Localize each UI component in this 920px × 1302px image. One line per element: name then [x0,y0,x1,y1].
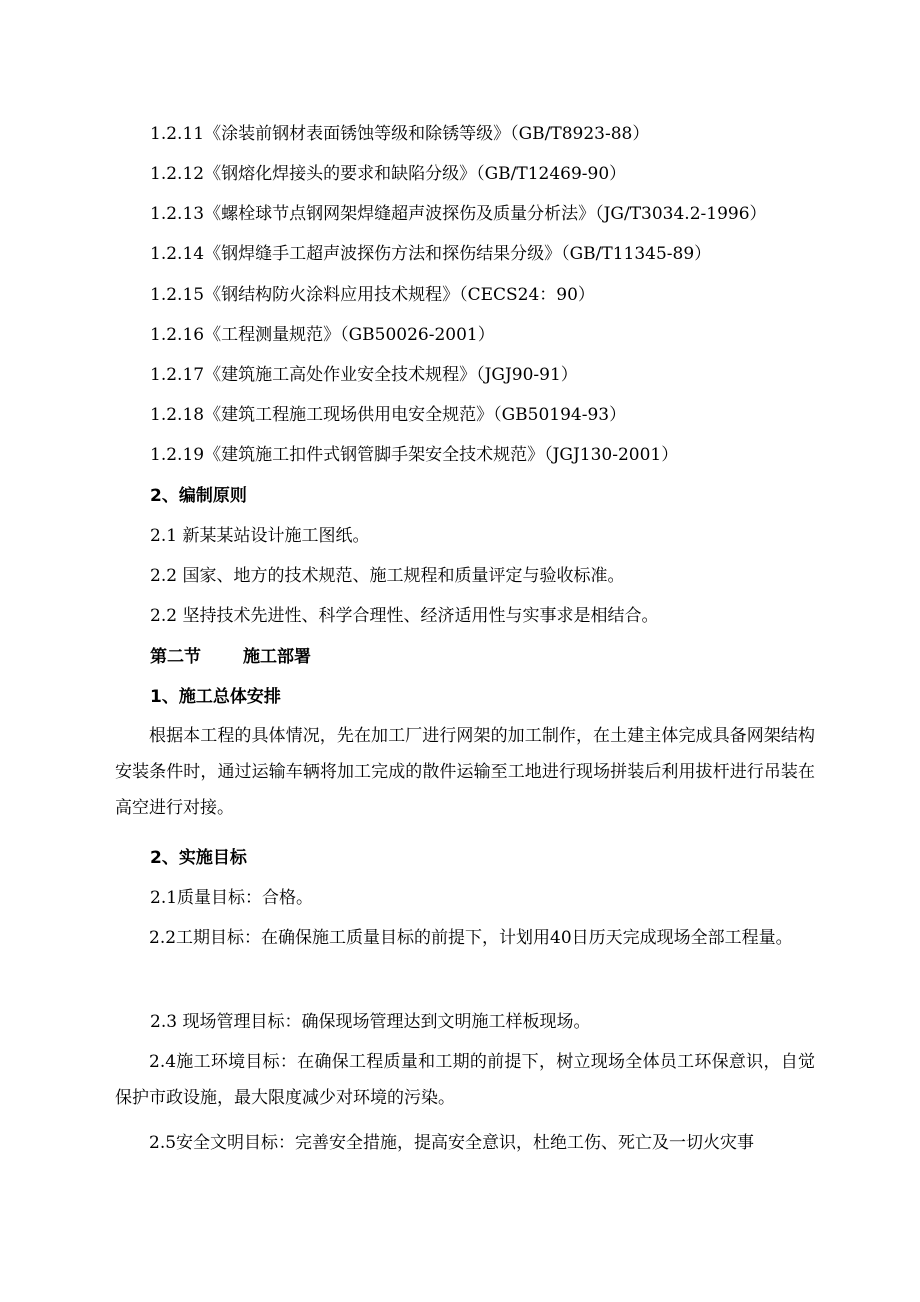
goal-item: 2.1质量目标：合格。 [150,888,314,908]
goal-item: 2.3 现场管理目标：确保现场管理达到文明施工样板现场。 [150,1012,591,1032]
section-heading [150,646,311,668]
goal-item: 2.2工期目标：在确保施工质量目标的前提下，计划用40日历天完成现场全部工程量。 [149,928,793,948]
standard-item: 1.2.13《螺栓球节点钢网架焊缝超声波探伤及质量分析法》（JG/T3034.2-1996） [150,204,767,224]
standard-item: 1.2.12《钢熔化焊接头的要求和缺陷分级》（GB/T12469-90） [150,164,627,184]
standard-item: 1.2.15《钢结构防火涂料应用技术规程》（CECS24：90） [150,285,595,305]
principle-item: 2.2 坚持技术先进性、科学合理性、经济适用性与实事求是相结合。 [150,606,659,626]
principle-item: 2.1 新某某站设计施工图纸。 [150,526,370,546]
standard-item: 1.2.14《钢焊缝手工超声波探伤方法和探伤结果分级》（GB/T11345-89） [150,244,712,264]
standard-item: 1.2.16《工程测量规范》（GB50026-2001） [150,325,495,345]
goal-item: 2.5安全文明目标：完善安全措施，提高安全意识，杜绝工伤、死亡及一切火灾事 [149,1133,755,1153]
principle-item: 2.2 国家、地方的技术规范、施工规程和质量评定与验收标准。 [150,566,625,586]
principles-heading: 2、编制原则 [150,486,247,506]
goal-paragraph [115,1125,815,1161]
standard-item: 1.2.18《建筑工程施工现场供用电安全规范》（GB50194-93） [150,405,627,425]
overall-text: 根据本工程的具体情况，先在加工厂进行网架的加工制作，在土建主体完成具备网架结构安装条件时，通过运输车辆将加工完成的散件运输至工地进行现场拼装后利用拔杆进行吊装在高空进行对接。 [115,726,815,818]
goals-heading: 2、实施目标 [150,848,247,868]
goal-paragraph [115,920,815,956]
standard-item: 1.2.11《涂装前钢材表面锈蚀等级和除锈等级》（GB/T8923-88） [150,124,650,144]
section-title: 施工部署 [243,647,311,667]
goal-paragraph [115,1044,815,1116]
overall-paragraph [115,718,815,826]
standard-item: 1.2.17《建筑施工高处作业安全技术规程》（JGJ90-91） [150,365,578,385]
section-number: 第二节 [150,647,201,667]
goal-item: 2.4施工环境目标：在确保工程质量和工期的前提下，树立现场全体员工环保意识，自觉保护市政设施，最大限度减少对环境的污染。 [115,1052,815,1108]
overall-heading: 1、施工总体安排 [150,687,281,707]
standard-item: 1.2.19《建筑施工扣件式钢管脚手架安全技术规范》（JGJ130-2001） [150,445,679,465]
